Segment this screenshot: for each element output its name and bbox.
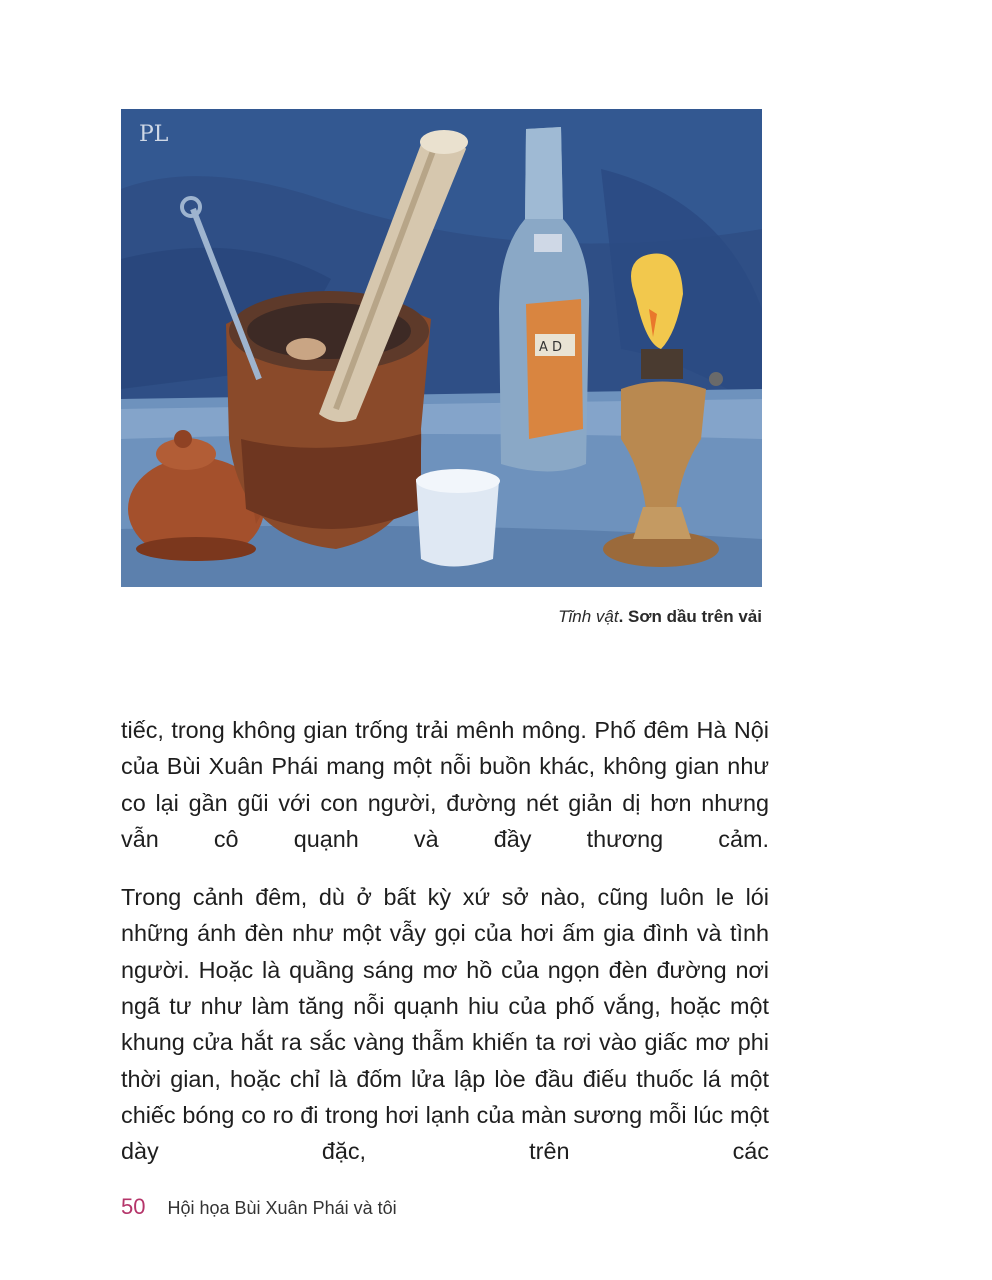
still-life-painting — [121, 109, 762, 587]
paragraph-2: Trong cảnh đêm, dù ở bất kỳ xứ sở nào, cũng luôn le lói những ánh đèn như một vẫy gọi của hơi ấm gia đình và tình người. Hoặc là quầng sáng mơ hồ của ngọn đèn đường nơi ngã tư như làm tăng nỗi quạnh hiu của phố vắng, hoặc một khung cửa hắt ra sắc vàng thẫm khiến ta rơi vào giấc mơ phi thời gian, hoặc chỉ là đốm lửa lập lòe đầu điếu thuốc lá một chiếc bóng co ro đi trong hơi lạnh của màn sương mỗi lúc một dày đặc, trên các — [121, 884, 769, 1165]
book-title: Hội họa Bùi Xuân Phái và tôi — [167, 1198, 397, 1218]
body-text — [121, 712, 769, 1192]
caption-medium: . Sơn dầu trên vải — [618, 607, 762, 626]
image-caption — [121, 607, 762, 627]
page-number: 50 — [121, 1194, 146, 1219]
paragraph-1: tiếc, trong không gian trống trải mênh mông. Phố đêm Hà Nội của Bùi Xuân Phái mang một nỗi buồn khác, không gian như co lại gần gũi với con người, đường nét giản dị hơn nhưng vẫn cô quạnh và đầy thương cảm. — [121, 717, 769, 852]
caption-title: Tĩnh vật — [558, 607, 619, 626]
svg-text:PL: PL — [139, 122, 169, 147]
svg-text:A D: A D — [539, 340, 563, 355]
page-footer — [121, 1194, 397, 1220]
